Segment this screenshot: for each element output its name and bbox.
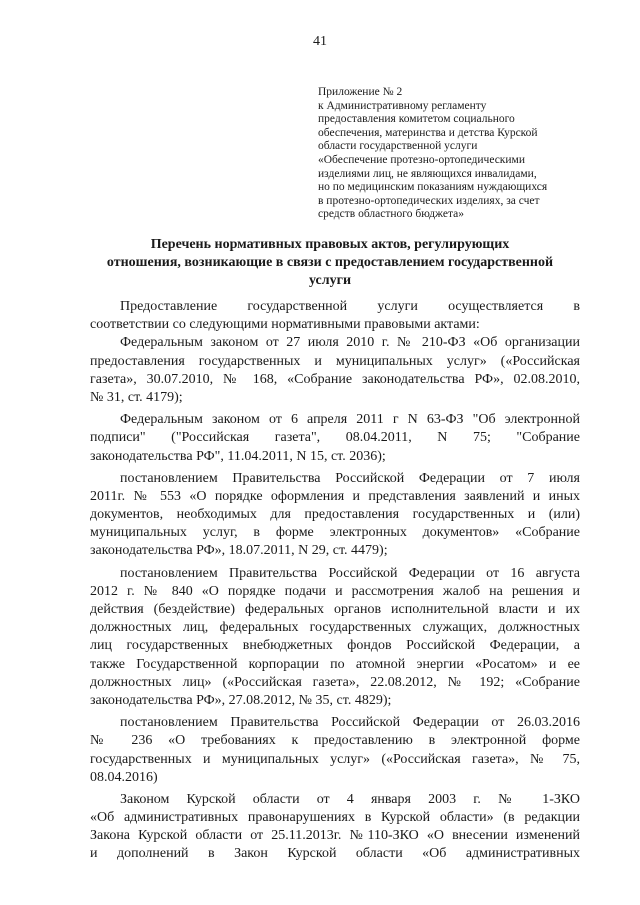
text-line: действия (бездействие) федеральных органов исполнительной власти и их [90, 602, 580, 617]
appendix-line: обеспечения, материнства и детства Курской [318, 126, 538, 139]
text-line: соответствии со следующими нормативными правовыми актами: [90, 317, 480, 333]
appendix-line: предоставления комитетом социального [318, 113, 515, 126]
text-line: № 236 «О требованиях к предоставлению в электронной форме [90, 733, 580, 749]
paragraph-kursk-law [90, 791, 580, 864]
appendix-line: в протезно-ортопедических изделиях, за счет [318, 194, 540, 207]
text-line: и дополнений в Закон Курской области «Об административных [90, 846, 580, 862]
heading-line: Перечень нормативных правовых актов, регулирующих [150, 237, 510, 252]
text-line: законодательства РФ», 27.08.2012, № 35, ст. 4829); [90, 692, 392, 708]
appendix-line: области государственной услуги [318, 140, 478, 153]
text-line: Закона Курской области от 25.11.2013г. №110-ЗКО «О внесении изменений [90, 828, 580, 844]
text-line: подписи" ("Российская газета", 08.04.2011, N 75; "Собрание [90, 430, 580, 446]
text-line: муниципальных услуг, в форме электронных документов» «Собрание [90, 525, 580, 541]
text-line: документов, необходимых для предоставления государственных и (или) [90, 507, 580, 523]
text-line: постановлением Правительства Российской Федерации от 7 июля [120, 470, 580, 486]
text-line: постановлением Правительства Российской Федерации от 16 августа [120, 565, 580, 581]
text-line: № 31, ст. 4179); [90, 389, 183, 405]
page-number: 41 [313, 34, 327, 49]
text-line: 2011г. № 553 «О порядке оформления и представления заявлений и иных [90, 488, 580, 504]
appendix-line: изделиями лиц, не являющихся инвалидами, [318, 167, 537, 180]
text-line: законодательства РФ", 11.04.2011, N 15, ст. 2036); [90, 448, 386, 464]
text-line: должностных лиц, федеральных государственных служащих, должностных [90, 620, 580, 636]
appendix-note [318, 86, 618, 222]
text-line: также Государственной корпорации по атомной энергии «Росатом» и ее [90, 656, 580, 672]
text-line: 2012 г. № 840 «О порядке подачи и рассмотрения жалоб на решения и [90, 583, 580, 599]
appendix-line: Приложение № 2 [318, 86, 403, 98]
text-line: Предоставление государственной услуги осуществляется в [120, 299, 580, 314]
text-line: законодательства РФ», 18.07.2011, N 29, ст. 4479); [90, 543, 388, 559]
text-line: Федеральным законом от 27 июля 2010 г. № 210-ФЗ «Об организации [120, 335, 580, 351]
text-line: Законом Курской области от 4 января 2003 г. № 1-ЗКО [120, 791, 580, 807]
heading-line: услуги [308, 273, 352, 288]
paragraph-decree-553 [90, 470, 580, 561]
paragraph-law-210fz [90, 334, 580, 407]
appendix-line: «Обеспечение протезно-ортопедическими [318, 153, 525, 166]
paragraph-decree-236 [90, 714, 580, 787]
paragraph-decree-840 [90, 565, 580, 711]
text-line: Федеральным законом от 6 апреля 2011 г N 63-ФЗ "Об электронной [120, 412, 580, 428]
text-line: «Об административных правонарушениях в Курской области» (в редакции [90, 810, 580, 826]
text-line: газета», 30.07.2010, № 168, «Собрание законодательства РФ», 02.08.2010, [90, 371, 580, 387]
text-line: лиц государственных внебюджетных фондов Российской Федерации, а [90, 638, 580, 654]
heading-line: отношения, возникающие в связи с предоставлением государственной [106, 255, 554, 270]
document-body [90, 298, 580, 864]
paragraph-intro [90, 298, 580, 334]
text-line: должностных лиц» («Российская газета», 22.08.2012, № 192; «Собрание [90, 674, 580, 690]
appendix-line: к Административному регламенту [318, 99, 487, 112]
appendix-line: но по медицинским показаниям нуждающихся [318, 181, 548, 194]
appendix-line: средств областного бюджета» [318, 208, 464, 221]
document-heading [80, 236, 580, 290]
text-line: государственных и муниципальных услуг» («Российская газета», № 75, [90, 751, 580, 767]
paragraph-law-63fz [90, 411, 580, 466]
text-line: 08.04.2016) [90, 769, 158, 785]
text-line: постановлением Правительства Российской Федерации от 26.03.2016 [120, 715, 580, 731]
text-line: предоставления государственных и муниципальных услуг» («Российская [90, 353, 580, 369]
